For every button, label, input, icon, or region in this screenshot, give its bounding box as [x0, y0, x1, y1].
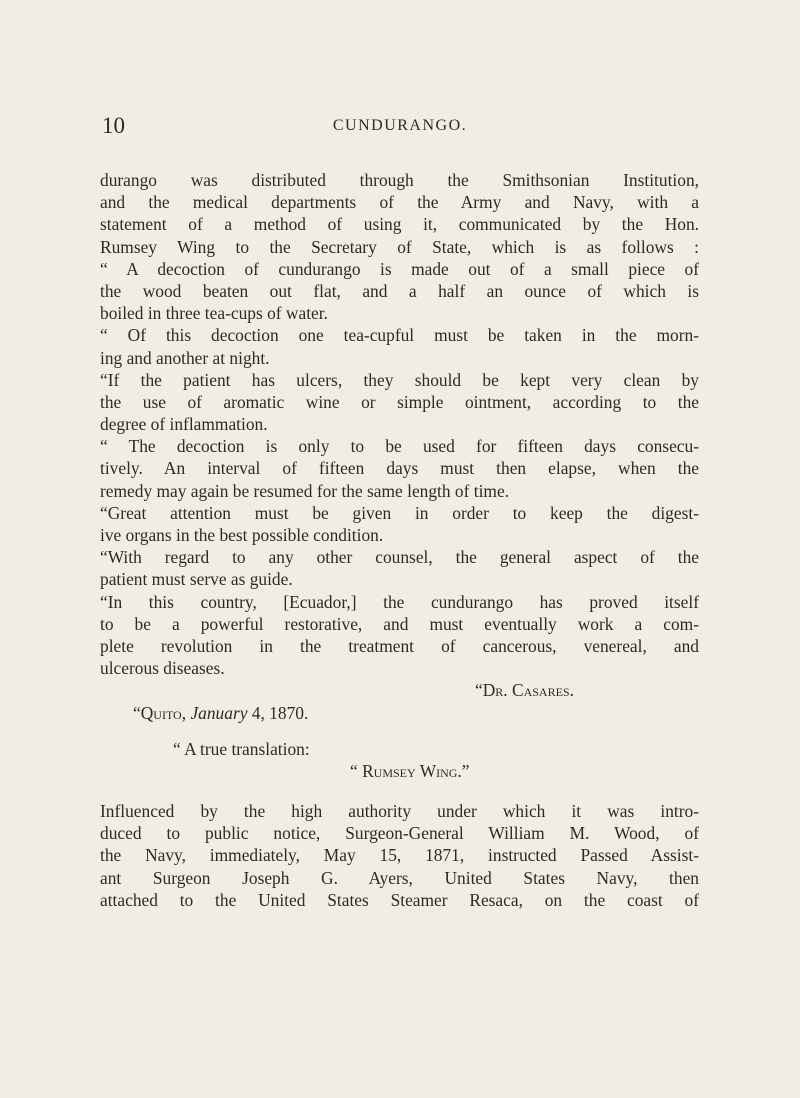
text-line: statement of a method of using it, communicated by the Hon. [100, 214, 699, 235]
spacer [100, 724, 699, 738]
dateline [100, 702, 699, 724]
text-line: ive organs in the best possible condition. [100, 525, 384, 545]
text-line: duced to public notice, Surgeon-General William M. Wood, of [100, 823, 699, 844]
page-number: 10 [102, 113, 125, 138]
text-line: the wood beaten out flat, and a half an ounce of which is [100, 280, 699, 301]
text-line: patient must serve as guide. [100, 569, 293, 590]
quote-decoction [100, 258, 699, 325]
quote-dose [100, 324, 699, 368]
quote-ulcers [100, 369, 699, 436]
text-line: to be a powerful restorative, and must eventually work a com- [100, 613, 699, 634]
signature-wing: “ Rumsey Wing.” [350, 760, 470, 781]
text-line: “Great attention must be given in order to keep the digest- [100, 502, 699, 523]
quote-interval [100, 435, 699, 502]
dateline-month: January [190, 702, 248, 723]
text-line: attached to the United States Steamer Resaca, on the coast of [100, 889, 699, 910]
translation-note: “ A true translation: [173, 738, 310, 759]
spacer [100, 782, 699, 800]
quote-country [100, 591, 699, 680]
page-body [100, 169, 699, 911]
text-line: Influenced by the high authority under which it was intro- [100, 801, 699, 822]
text-line: ant Surgeon Joseph G. Ayers, United States Navy, then [100, 867, 699, 888]
text-line: plete revolution in the treatment of cancerous, venereal, and [100, 635, 699, 656]
quote-counsel [100, 546, 699, 590]
text-line: degree of inflammation. [100, 414, 268, 435]
text-line: tively. An interval of fifteen days must then elapse, when the [100, 458, 699, 479]
text-line: boiled in three tea-cups of water. [100, 303, 328, 324]
paragraph-intro [100, 169, 699, 258]
text-line: and the medical departments of the Army and Navy, with a [100, 192, 699, 213]
text-line: the Navy, immediately, May 15, 1871, instructed Passed Assist- [100, 845, 699, 866]
quote-digestive [100, 502, 699, 546]
text-line: ing and another at night. [100, 347, 270, 368]
page-header [100, 113, 700, 143]
text-line: “With regard to any other counsel, the general aspect of the [100, 547, 699, 568]
text-line: “ Of this decoction one tea-cupful must be taken in the morn- [100, 325, 699, 346]
text-line: “If the patient has ulcers, they should be kept very clean by [100, 369, 699, 390]
text-line: “ A decoction of cundurango is made out of a small piece of [100, 258, 699, 279]
text-line: “In this country, [Ecuador,] the cundurango has proved itself [100, 591, 699, 612]
text-line: remedy may again be resumed for the same length of time. [100, 480, 510, 501]
text-line: Rumsey Wing to the Secretary of State, which is as follows : [100, 236, 699, 257]
text-line: the use of aromatic wine or simple ointment, according to the [100, 391, 699, 412]
dateline-place: “Quito, [133, 702, 187, 723]
text-line: durango was distributed through the Smithsonian Institution, [100, 170, 699, 190]
text-line: “ The decoction is only to be used for fifteen days consecu- [100, 436, 699, 457]
signature-casares: “Dr. Casares. [475, 680, 574, 701]
running-title: CUNDURANGO. [332, 117, 468, 134]
text-line: ulcerous diseases. [100, 658, 225, 679]
dateline-day-year: 4, 1870. [247, 702, 309, 723]
paragraph-final [100, 800, 699, 911]
